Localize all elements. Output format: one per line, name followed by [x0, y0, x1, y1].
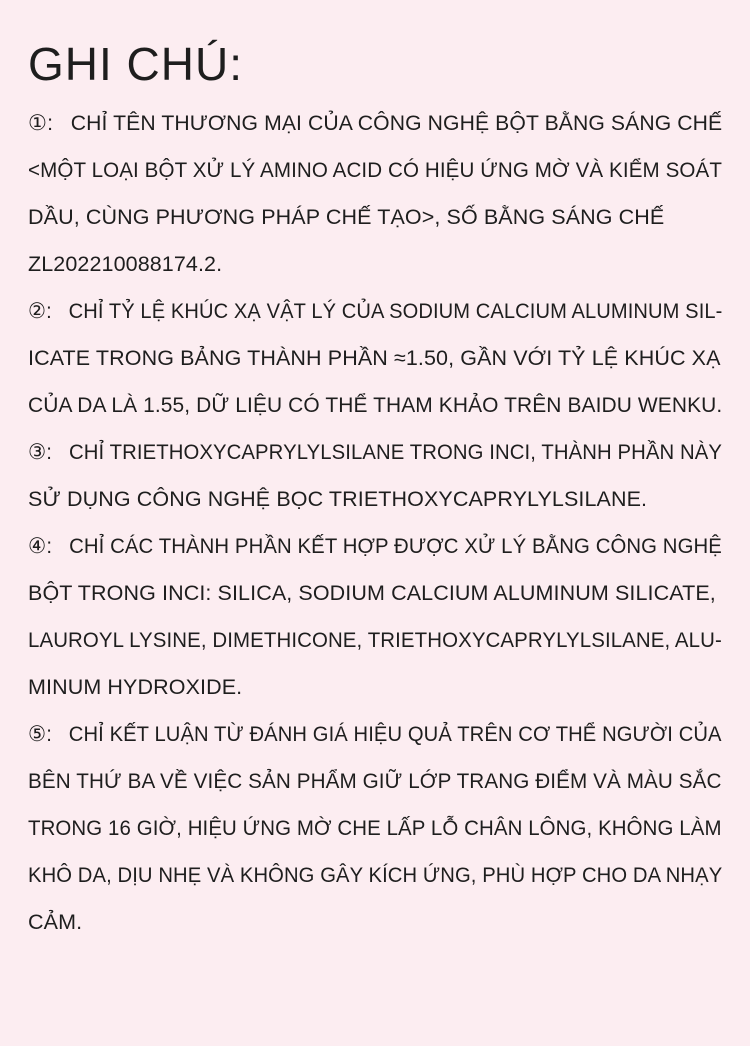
- note-text: ICATE TRONG BẢNG THÀNH PHẦN ≈1.50, GẦN VỚI TỶ LỆ KHÚC XẠ: [28, 346, 721, 370]
- note-line-content: [28, 617, 722, 664]
- note-text: CHỈ CÁC THÀNH PHẦN KẾT HỢP ĐƯỢC XỬ LÝ BẰNG CÔNG NGHỆ: [69, 534, 722, 558]
- note-line: [28, 852, 723, 899]
- note-line: [28, 617, 720, 664]
- note-line: [28, 664, 720, 711]
- note-text: SỬ DỤNG CÔNG NGHỆ BỌC TRIETHOXYCAPRYLYLSILANE.: [28, 487, 648, 511]
- note-line: [28, 899, 720, 946]
- note-text: ZL202210088174.2.: [28, 252, 223, 276]
- note-text: CHỈ KẾT LUẬN TỪ ĐÁNH GIÁ HIỆU QUẢ TRÊN CƠ THỂ NGƯỜI CỦA: [68, 722, 722, 746]
- note-line-content: [28, 100, 722, 147]
- note-text: CHỈ TÊN THƯƠNG MẠI CỦA CÔNG NGHỆ BỘT BẰNG SÁNG CHẾ: [70, 111, 723, 135]
- note-marker: ⑤:: [28, 722, 52, 746]
- page-title: GHI CHÚ:: [28, 38, 243, 90]
- note-text: LAUROYL LYSINE, DIMETHICONE, TRIETHOXYCAPRYLYLSILANE, ALU-: [28, 628, 722, 652]
- note-first-line: [28, 523, 720, 570]
- note-first-line: [28, 288, 723, 335]
- note-marker: ④:: [28, 534, 53, 558]
- note-line: [28, 194, 720, 241]
- note-marker: ②:: [28, 299, 52, 323]
- note-line-content: [28, 429, 722, 476]
- note-line: [28, 382, 723, 429]
- note-line: [28, 147, 720, 194]
- note-text: KHÔ DA, DỊU NHẸ VÀ KHÔNG GÂY KÍCH ỨNG, PHÙ HỢP CHO DA NHẠY: [28, 863, 723, 887]
- note-text: BÊN THỨ BA VỀ VIỆC SẢN PHẨM GIỮ LỚP TRANG ĐIỂM VÀ MÀU SẮC: [28, 769, 722, 793]
- note-line: [28, 805, 720, 852]
- note-line-content: [28, 711, 722, 758]
- note-item: [28, 100, 723, 288]
- note-first-line: [28, 429, 723, 476]
- note-line-content: [28, 805, 722, 852]
- note-marker: ①:: [28, 111, 54, 135]
- note-text: <MỘT LOẠI BỘT XỬ LÝ AMINO ACID CÓ HIỆU ỨNG MỜ VÀ KIỂM SOÁT: [28, 158, 722, 182]
- note-first-line: [28, 711, 720, 758]
- note-item: [28, 523, 720, 711]
- note-first-line: [28, 100, 723, 147]
- note-line: [28, 241, 720, 288]
- note-item: [28, 288, 723, 429]
- note-text: MINUM HYDROXIDE.: [28, 675, 243, 699]
- note-line: [28, 335, 720, 382]
- note-line: [28, 476, 720, 523]
- note-text: TRONG 16 GIỜ, HIỆU ỨNG MỜ CHE LẤP LỖ CHÂN LÔNG, KHÔNG LÀM: [28, 816, 722, 840]
- note-text: DẦU, CÙNG PHƯƠNG PHÁP CHẾ TẠO>, SỐ BẰNG SÁNG CHẾ: [28, 205, 665, 229]
- note-line: [28, 758, 720, 805]
- note-line-content: [28, 523, 722, 570]
- note-line-content: [28, 288, 722, 335]
- note-text: BỘT TRONG INCI: SILICA, SODIUM CALCIUM ALUMINUM SILICATE,: [28, 581, 716, 605]
- note-line-content: [28, 382, 722, 429]
- note-line-content: [28, 147, 722, 194]
- note-item: [28, 429, 723, 523]
- note-line: [28, 570, 720, 617]
- note-item: [28, 711, 723, 946]
- note-text: CẢM.: [28, 910, 83, 934]
- notes-list: [28, 100, 723, 946]
- note-line-content: [28, 758, 722, 805]
- note-marker: ③:: [28, 440, 53, 464]
- note-line-content: [28, 852, 722, 899]
- note-text: CỦA DA LÀ 1.55, DỮ LIỆU CÓ THỂ THAM KHẢO TRÊN BAIDU WENKU.: [28, 393, 723, 417]
- note-text: CHỈ TRIETHOXYCAPRYLYLSILANE TRONG INCI, THÀNH PHẦN NÀY: [69, 440, 723, 464]
- note-text: CHỈ TỶ LỆ KHÚC XẠ VẬT LÝ CỦA SODIUM CALCIUM ALUMINUM SIL-: [68, 299, 723, 323]
